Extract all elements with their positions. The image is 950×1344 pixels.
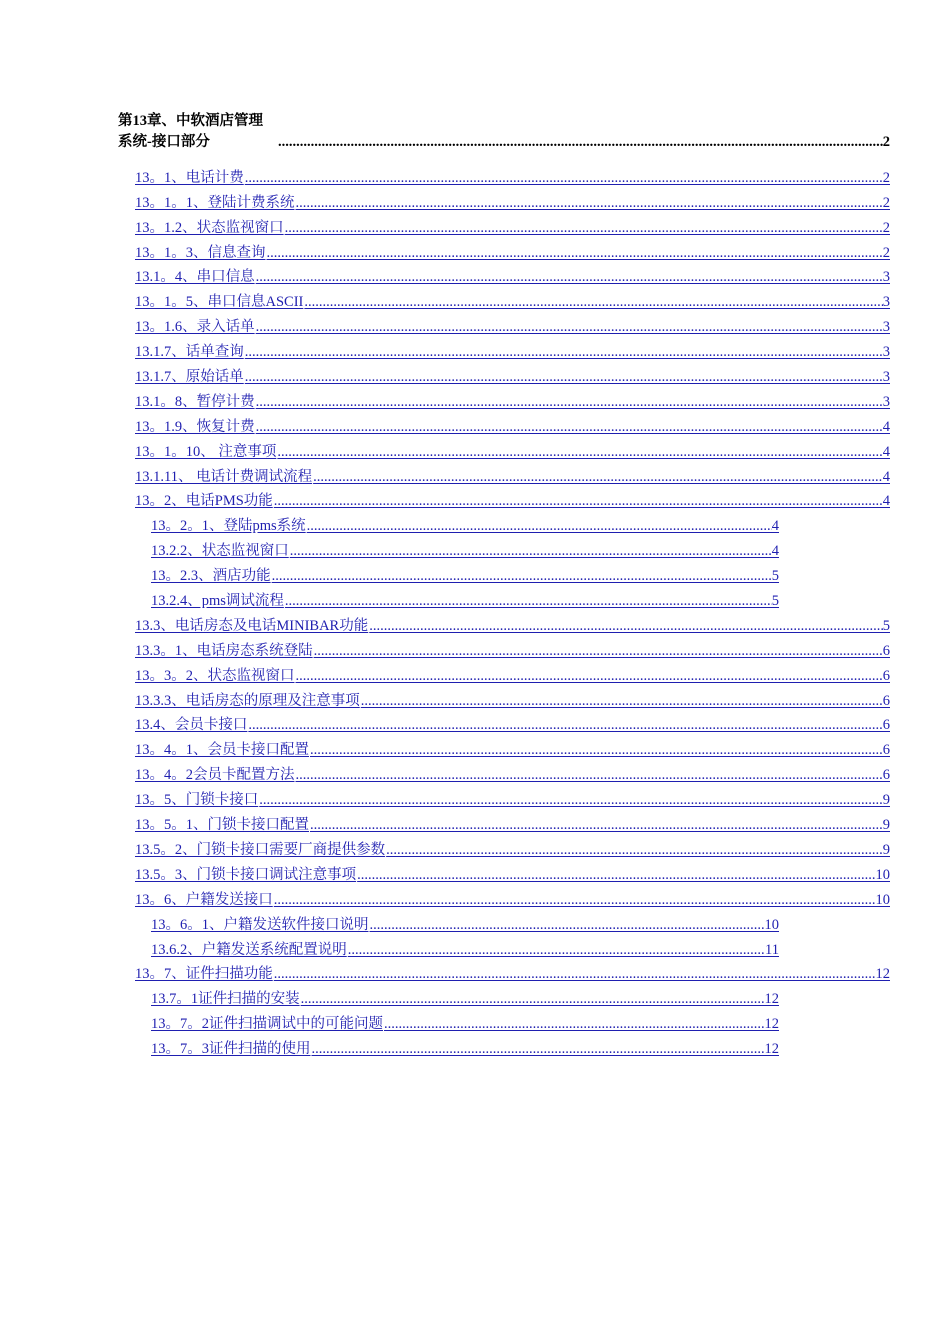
toc-heading-label: 第13章、中软酒店管理系统-接口部分 xyxy=(118,113,263,150)
toc-entry-link[interactable] xyxy=(151,934,779,959)
toc-entry-label: 13.1.11、 电话计费调试流程 xyxy=(135,468,313,485)
toc-entry-list xyxy=(0,162,950,1058)
toc-dot-leader xyxy=(284,220,883,237)
toc-entry-label: 13。1.6、录入话单 xyxy=(135,319,255,336)
toc-entry-label: 13.3。1、电话房态系统登陆 xyxy=(135,642,313,659)
toc-entry-link[interactable] xyxy=(135,734,890,759)
toc-dot-leader xyxy=(300,991,765,1008)
toc-heading[interactable] xyxy=(118,113,890,151)
toc-dot-leader xyxy=(247,717,882,734)
toc-entry-link[interactable] xyxy=(135,809,890,834)
toc-entry-link[interactable] xyxy=(151,510,779,535)
toc-dot-leader xyxy=(244,170,883,187)
toc-entry-page-number: 12 xyxy=(764,991,779,1008)
toc-entry-label: 13.2.2、状态监视窗口 xyxy=(151,543,289,560)
toc-entry-label: 13。5。1、门锁卡接口配置 xyxy=(135,817,309,834)
toc-entry-link[interactable] xyxy=(135,710,890,735)
toc-entry-link[interactable] xyxy=(135,859,890,884)
toc-entry-page-number: 4 xyxy=(882,443,890,460)
toc-entry-label: 13.3、电话房态及电话MINIBAR功能 xyxy=(135,617,369,634)
toc-entry-page-number: 5 xyxy=(771,568,779,585)
toc-dot-leader xyxy=(276,444,882,461)
toc-entry-label: 13.1。8、暂停计费 xyxy=(135,393,255,410)
toc-entry-page-number: 12 xyxy=(875,966,890,983)
toc-entry-link[interactable] xyxy=(151,1008,779,1033)
toc-dot-leader xyxy=(273,966,876,983)
toc-entry-page-number: 10 xyxy=(875,891,890,908)
toc-entry-label: 13.5。2、门锁卡接口需要厂商提供参数 xyxy=(135,841,386,858)
toc-entry-page-number: 9 xyxy=(882,817,890,834)
toc-entry-page-number: 9 xyxy=(882,841,890,858)
toc-entry-link[interactable] xyxy=(135,386,890,411)
toc-entry-link[interactable] xyxy=(135,759,890,784)
toc-dot-leader xyxy=(277,134,883,151)
toc-dot-leader xyxy=(255,269,883,286)
toc-entry-label: 13。7。2证件扫描调试中的可能问题 xyxy=(151,1016,383,1033)
toc-entry-link[interactable] xyxy=(135,411,890,436)
toc-dot-leader xyxy=(360,693,883,710)
toc-entry-link[interactable] xyxy=(135,436,890,461)
toc-entry-page-number: 6 xyxy=(882,692,890,709)
toc-dot-leader xyxy=(385,842,883,859)
toc-dot-leader xyxy=(313,643,883,660)
toc-dot-leader xyxy=(306,518,772,535)
toc-entry-page-number: 6 xyxy=(882,667,890,684)
toc-entry-link[interactable] xyxy=(135,237,890,262)
toc-dot-leader xyxy=(289,543,772,560)
toc-entry-label: 13。2、电话PMS功能 xyxy=(135,493,273,510)
toc-dot-leader xyxy=(347,942,765,959)
toc-entry-link[interactable] xyxy=(135,311,890,336)
toc-entry-page-number: 10 xyxy=(875,866,890,883)
toc-entry-label: 13。6。1、户籍发送软件接口说明 xyxy=(151,916,369,933)
toc-entry-link[interactable] xyxy=(151,535,779,560)
toc-entry-link[interactable] xyxy=(151,560,779,585)
toc-entry-page-number: 11 xyxy=(765,941,779,958)
toc-entry-label: 13。7、证件扫描功能 xyxy=(135,966,273,983)
toc-entry-page-number: 6 xyxy=(882,767,890,784)
toc-dot-leader xyxy=(312,469,883,486)
toc-dot-leader xyxy=(266,245,883,262)
toc-entry-label: 13。1。10、 注意事项 xyxy=(135,443,277,460)
toc-dot-leader xyxy=(295,195,883,212)
toc-entry-label: 13。5、门锁卡接口 xyxy=(135,792,259,809)
toc-dot-leader xyxy=(271,568,772,585)
toc-entry-label: 13。3。2、状态监视窗口 xyxy=(135,667,295,684)
toc-entry-page-number: 2 xyxy=(882,194,890,211)
toc-entry-link[interactable] xyxy=(135,361,890,386)
toc-entry-page-number: 3 xyxy=(882,319,890,336)
toc-entry-link[interactable] xyxy=(135,187,890,212)
toc-entry-page-number: 4 xyxy=(882,468,890,485)
toc-dot-leader xyxy=(369,917,765,934)
toc-entry-link[interactable] xyxy=(135,336,890,361)
toc-entry-page-number: 2 xyxy=(882,219,890,236)
toc-entry-link[interactable] xyxy=(135,834,890,859)
toc-entry-link[interactable] xyxy=(135,635,890,660)
toc-entry-label: 13.1。4、串口信息 xyxy=(135,269,255,286)
toc-entry-label: 13。2。1、登陆pms系统 xyxy=(151,518,306,535)
toc-entry-link[interactable] xyxy=(135,286,890,311)
toc-dot-leader xyxy=(356,867,875,884)
toc-entry-link[interactable] xyxy=(135,262,890,287)
toc-entry-page-number: 5 xyxy=(882,617,890,634)
toc-dot-leader xyxy=(255,394,883,411)
toc-entry-page-number: 3 xyxy=(882,369,890,386)
toc-entry-label: 13.1.7、话单查询 xyxy=(135,344,244,361)
toc-entry-link[interactable] xyxy=(151,983,779,1008)
toc-entry-label: 13。1。1、登陆计费系统 xyxy=(135,194,295,211)
toc-entry-label: 13。4。1、会员卡接口配置 xyxy=(135,742,309,759)
toc-dot-leader xyxy=(309,742,883,759)
toc-entry-label: 13。7。3证件扫描的使用 xyxy=(151,1041,311,1058)
toc-entry-label: 13.6.2、户籍发送系统配置说明 xyxy=(151,941,347,958)
toc-entry-label: 13。1.2、状态监视窗口 xyxy=(135,219,284,236)
toc-entry-page-number: 4 xyxy=(771,543,779,560)
toc-entry-label: 13.4、会员卡接口 xyxy=(135,717,248,734)
toc-entry-page-number: 5 xyxy=(771,593,779,610)
toc-entry-page-number: 3 xyxy=(882,269,890,286)
toc-entry-page-number: 4 xyxy=(882,493,890,510)
toc-heading-page: 2 xyxy=(882,134,890,150)
toc-entry-link[interactable] xyxy=(135,660,890,685)
toc-entry-link[interactable] xyxy=(151,1033,779,1058)
toc-entry-page-number: 6 xyxy=(882,642,890,659)
toc-dot-leader xyxy=(284,593,772,610)
toc-entry-label: 13.5。3、门锁卡接口调试注意事项 xyxy=(135,866,357,883)
toc-entry-page-number: 6 xyxy=(882,742,890,759)
toc-entry-label: 13。6、户籍发送接口 xyxy=(135,891,273,908)
toc-entry-link[interactable] xyxy=(135,784,890,809)
toc-entry-label: 13。4。2会员卡配置方法 xyxy=(135,767,295,784)
toc-entry-label: 13.1.7、原始话单 xyxy=(135,369,244,386)
toc-entry-page-number: 10 xyxy=(764,916,779,933)
toc-entry-label: 13。1。3、信息查询 xyxy=(135,244,266,261)
toc-entry-link[interactable] xyxy=(135,610,890,635)
toc-entry-link[interactable] xyxy=(135,959,890,984)
toc-entry-page-number: 12 xyxy=(764,1041,779,1058)
toc-entry-link[interactable] xyxy=(151,909,779,934)
toc-dot-leader xyxy=(383,1016,765,1033)
toc-entry-link[interactable] xyxy=(135,162,890,187)
toc-entry-page-number: 2 xyxy=(882,169,890,186)
toc-entry-page-number: 2 xyxy=(882,244,890,261)
toc-entry-label: 13.2.4、pms调试流程 xyxy=(151,593,284,610)
toc-entry-label: 13。1。5、串口信息ASCII xyxy=(135,294,304,311)
toc-entry-page-number: 4 xyxy=(771,518,779,535)
toc-entry-label: 13.7。1证件扫描的安装 xyxy=(151,991,300,1008)
toc-dot-leader xyxy=(258,792,883,809)
toc-entry-page-number: 4 xyxy=(882,418,890,435)
toc-entry-label: 13.3.3、电话房态的原理及注意事项 xyxy=(135,692,360,709)
toc-entry-link[interactable] xyxy=(135,685,890,710)
toc-dot-leader xyxy=(368,618,883,635)
toc-dot-leader xyxy=(273,493,883,510)
toc-dot-leader xyxy=(255,319,883,336)
toc-entry-page-number: 3 xyxy=(882,393,890,410)
toc-entry-link[interactable] xyxy=(135,461,890,486)
toc-entry-link[interactable] xyxy=(135,486,890,511)
toc-entry-page-number: 3 xyxy=(882,344,890,361)
toc-entry-link[interactable] xyxy=(135,884,890,909)
toc-dot-leader xyxy=(311,1041,765,1058)
toc-dot-leader xyxy=(273,892,876,909)
toc-entry-link[interactable] xyxy=(135,212,890,237)
toc-entry-label: 13。2.3、酒店功能 xyxy=(151,568,271,585)
toc-dot-leader xyxy=(309,817,883,834)
toc-dot-leader xyxy=(244,344,883,361)
toc-entry-label: 13。1.9、恢复计费 xyxy=(135,418,255,435)
toc-entry-page-number: 9 xyxy=(882,792,890,809)
toc-entry-page-number: 6 xyxy=(882,717,890,734)
toc-entry-page-number: 3 xyxy=(882,294,890,311)
toc-entry-label: 13。1、电话计费 xyxy=(135,169,244,186)
toc-dot-leader xyxy=(255,419,883,436)
toc-dot-leader xyxy=(303,294,882,311)
toc-dot-leader xyxy=(295,767,883,784)
toc-entry-link[interactable] xyxy=(151,585,779,610)
toc-dot-leader xyxy=(244,369,883,386)
toc-dot-leader xyxy=(295,668,883,685)
toc-entry-page-number: 12 xyxy=(764,1016,779,1033)
